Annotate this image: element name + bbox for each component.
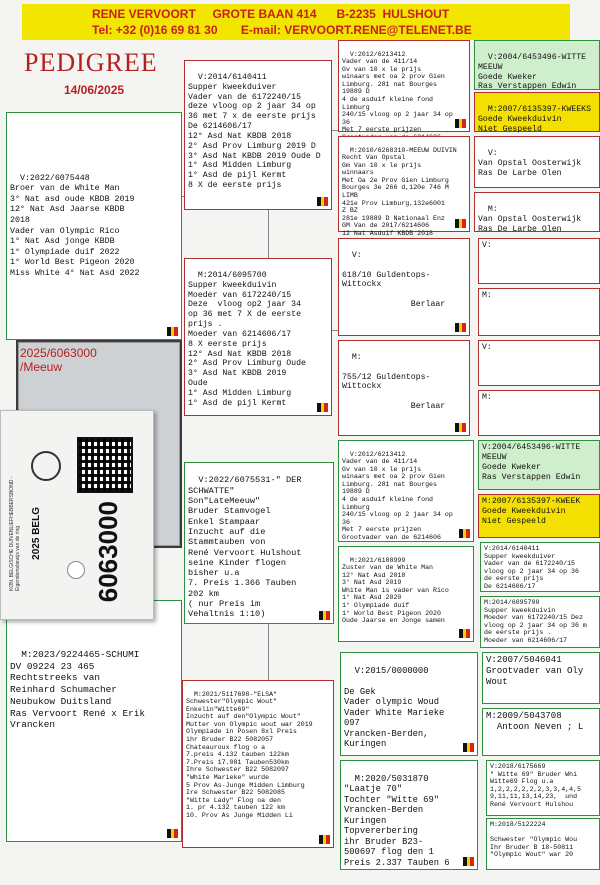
- g1-mother-text: M:2014/6095700 Supper kweekduivin Moeder van 6172240/15 Deze vloog op2 jaar 34 op 36 met 7 X de eerste prijs . Moeder van 6214606/17 8 X eerste prijs 12° Asd Nat KBDB 2018 2° Asd Prov Limburg Oude 3° Asd Nat KBDB 2019 Oude 1° Asd Midden Limburg 1° Asd de pijl Kermt: [188, 270, 306, 408]
- belgian-flag-icon: [455, 423, 466, 432]
- g2-h-box: [340, 760, 478, 870]
- g2-d-text: M: 755/12 Guldentops- Wittockx Berlaar: [342, 352, 446, 412]
- ring-logo-icon: [31, 451, 61, 481]
- g3-f1-text: V:2014/6140411 Supper kweekduiver Vader van de 6172240/15 vloog op 2 jaar 34 op 36 de eerste prijs De 6214606/17: [484, 545, 579, 590]
- g2-b-box: [338, 136, 470, 237]
- g1-mm-text: M:2021/5117698-"ELSA" Schwester"Olympic Wout" Enkelin"Witte69" Inzucht auf den"Olympic Wout" Mutter von Olympic wout war 2019 Olympiade in Posen 8xl Preis ihr Bruder B22 5082057 Chateauroux flog o a 7.preis 4.132 tauben 122km 7.Preis 17.081 Tauben530km Ihre Schwester B22 5082097 "White Marieke" wurde 5 Prov As-Junge Midden Limburg Ire Schwester B22 5082085 "Witte Lady" Flog oa den 1. pr 4.132 tauben 122 km 10. Prov As Junge Midden Li: [186, 690, 313, 819]
- g3-g1-text: V:2007/5046041 Grootvader van Oly Wout: [486, 655, 584, 687]
- g3-g2-box: [482, 708, 600, 756]
- g3-h2-box: [486, 818, 600, 870]
- g3-a1-box: [474, 40, 600, 90]
- g1-father-text: V:2014/6140411 Supper kweekduiver Vader van de 6172240/15 deze vloog op 2 jaar 34 op 36 met 7 x de eerste prijs De 6214606/17 12° Asd Nat KBDB 2018 2° Asd Prov Limburg 2019 D 3° Asd Nat KBDB 2019 Oude D 1° Asd Midden Limburg 1° Asd de pijl Kermt 8 X de eerste prijs: [188, 72, 321, 191]
- card-year: 2025 BELG: [31, 507, 42, 560]
- g2-h-text: M:2020/5031870 "Laatje 70" Tochter "Witte 69" Vrancken-Berden Kuringen Topvererbering ihr Bruder B23- 500697 flog den 1 Preis 2.337 Tauben 6: [344, 773, 450, 868]
- g2-b-text: M:2010/6268310-MEEUW DUIVIN Recht Van Opstal Gm Van 10 x le prijs winnaars Met Oa 2e Prov Gien Limburg Bourges 3e 266 d,120e 746 M LIMB 421e Prov Limburg,132e6001 Z BZ 281e 19889 D Nationaal Enz GM Van de 2017/6214606 12 Nat Asduif KBDB 2018: [342, 146, 457, 237]
- belgian-flag-icon: [455, 219, 466, 228]
- g3-c1-text: V:: [482, 241, 492, 250]
- g3-a2-text: M:2007/6135397-KWEEKS Goede Kweekduivin Niet Gespeeld: [478, 104, 592, 134]
- g3-e1-text: V:2004/6453496-WITTE MEEUW Goede Kweker Ras Verstappen Edwin: [482, 443, 581, 482]
- g2-g-text: V:2015/0000000 De Gek Vader olympic Woud Vader White Marieke 097 Vrancken-Berden, Kuringen: [344, 665, 445, 750]
- belgian-flag-icon: [317, 403, 328, 412]
- g3-d1-box: [478, 340, 600, 386]
- g3-c2-text: M:: [482, 291, 492, 300]
- subject-mother-text: M:2023/9224465-SCHUMI DV 09224 23 465 Rechtstreeks van Reinhard Schumacher Neubukow Duitsland Ras Vervoort René x Erik Vrancken: [10, 648, 146, 731]
- g1-father-box: [184, 60, 332, 210]
- subject-mother-box: [6, 600, 182, 842]
- g2-e-box: [338, 440, 474, 542]
- card-fine-print: KON. BELGISCHE DUIVENLIEFHEBBERSBOND - Eigendomsbewijs van de ring: [9, 476, 21, 591]
- belgian-flag-icon: [459, 529, 470, 538]
- belgian-flag-icon: [319, 611, 330, 620]
- g3-d2-text: M:: [482, 393, 492, 402]
- g3-a2-box: [474, 92, 600, 132]
- g1-mother-box: [184, 258, 332, 416]
- g1-mf-text: V:2022/6075531-" DER SCHWATTE" Son"LateMeeuw" Bruder Stamvogel Enkel Stampaar Inzucht auf die Stammtauben von René Vervoort Hulshout seine Kinder flogen bisher u.a 7. Preis 1.366 Tauben 202 km ( nur Preis im Vehaltnis 1:10): [188, 475, 302, 620]
- g2-f-box: [338, 546, 474, 642]
- g3-e2-text: M:2007/6135397-KWEEK Goede Kweekduivin Niet Gespeeld: [482, 497, 581, 526]
- g3-g1-box: [482, 652, 600, 704]
- photo-caption: 2025/6063000 /Meeuw: [20, 346, 97, 374]
- belgian-flag-icon: [319, 835, 330, 844]
- g3-e2-box: [478, 494, 600, 538]
- g2-e-text: V:2012/6213412 Vader van de 411/14 Gv van 10 x le prijs winaars met oa 2 prov Gien Limburg. 281 nat Bourges 19889 D 4 de asduif kleine fond Limburg 240/15 vloog op 2 jaar 34 op 36 Met 7 eerste prijzen Grootvader van de 6214606: [342, 450, 453, 541]
- g2-c-box: [338, 238, 470, 336]
- g3-c1-box: [478, 238, 600, 284]
- belgian-flag-icon: [459, 629, 470, 638]
- g3-f2-box: [480, 596, 600, 648]
- g3-d1-text: V:: [482, 343, 492, 352]
- qr-code-icon: [77, 437, 133, 493]
- g3-d2-box: [478, 390, 600, 436]
- g1-mm-box: [182, 680, 334, 848]
- page-title: PEDIGREE: [24, 48, 158, 77]
- g2-a-box: [338, 40, 470, 132]
- g3-b2-text: M: Van Opstal Oosterwijk Ras De Larbe Olen: [478, 204, 582, 234]
- g3-h1-box: [486, 760, 600, 816]
- card-ring-number: 6063000: [93, 501, 123, 603]
- belgian-flag-icon: [167, 829, 178, 838]
- belgian-flag-icon: [317, 197, 328, 206]
- belgian-flag-icon: [455, 119, 466, 128]
- header-line-1: RENE VERVOORT GROTE BAAN 414 B-2235 HULSHOUT: [92, 7, 450, 21]
- g3-h1-text: V:2018/6175669 " Witte 69" Bruder Whi Witte69 Flog u.a 1,2,2,2,2,2,2,3,3,4,4,5 9,11,11,13,14,23, und René Vervoort Hulshou: [490, 763, 582, 808]
- subject-father-text: V:2022/6075448 Broer van de White Man 3° Nat asd oude KBDB 2019 12° Nat Asd Jaarse KBDB 2018 Vader van Olympic Rico 1° Nat Asd jonge KBDB 1° Olympiade duif 2022 1° World Best Pigeon 2020 Miss White 4° Nat Asd 2022: [10, 173, 140, 279]
- g3-f1-box: [480, 542, 600, 592]
- g3-f2-text: M:2014/6095700 Supper kweekduivin Moeder van 6172240/15 Dez vloog op 2 jaar 34 op 36 m de eerste prijs . Moeder van 6214606/17: [484, 599, 587, 644]
- header-line-2: Tel: +32 (0)16 69 81 30 E-mail: VERVOORT.RENE@TELENET.BE: [92, 23, 472, 37]
- g3-b1-box: [474, 136, 600, 188]
- header-banner: [22, 4, 570, 40]
- g3-e1-box: [478, 440, 600, 490]
- belgian-flag-icon: [167, 327, 178, 336]
- g3-g2-text: M:2009/5043708 Antoon Neven ; L: [486, 711, 584, 732]
- g2-d-box: [338, 340, 470, 436]
- g2-g-box: [340, 652, 478, 756]
- pedigree-date: 14/06/2025: [64, 83, 125, 97]
- g2-a-text: V:2012/6213412 Vader van de 411/14 Gv van 10 x le prijs winaars met oa 2 prov Gien Limburg. 281 nat Bourges 19889 D 4 de asduif kleine fond Limburg 240/15 vloog op 2 jaar 34 op 36 Met 7 eerste prijzen: [342, 50, 453, 134]
- g3-b2-box: [474, 192, 600, 232]
- g2-c-text: V: 618/10 Guldentops- Wittockx Berlaar: [342, 250, 446, 310]
- g3-h2-text: M:2018/5122224 Schwester "Olympic Wou Ihr Bruder B 18-50811 "Olympic Wout" war 20: [490, 821, 578, 859]
- belgian-flag-icon: [455, 323, 466, 332]
- subject-father-box: [6, 112, 182, 340]
- g3-c2-box: [478, 288, 600, 336]
- g3-a1-text: V:2004/6453496-WITTE MEEUW Goede Kweker Ras Verstappen Edwin: [478, 52, 587, 92]
- belgian-flag-icon: [463, 743, 474, 752]
- card-hole: [67, 561, 85, 579]
- g1-mf-box: [184, 462, 334, 624]
- g2-f-text: M:2021/6188999 Zuster van de White Man 12° Nat Asd 2018 3° Nat Asd 2019 White Man is vader van Rico 1° Nat Asd 2020 1° Olympiade duif 1° World Best Pigeon 2020 Oude Jaarse en Jonge samen: [342, 556, 449, 625]
- ring-certificate-card: [0, 410, 154, 620]
- g3-b1-text: V: Van Opstal Oosterwijk Ras De Larbe Olen: [478, 148, 582, 178]
- belgian-flag-icon: [463, 857, 474, 866]
